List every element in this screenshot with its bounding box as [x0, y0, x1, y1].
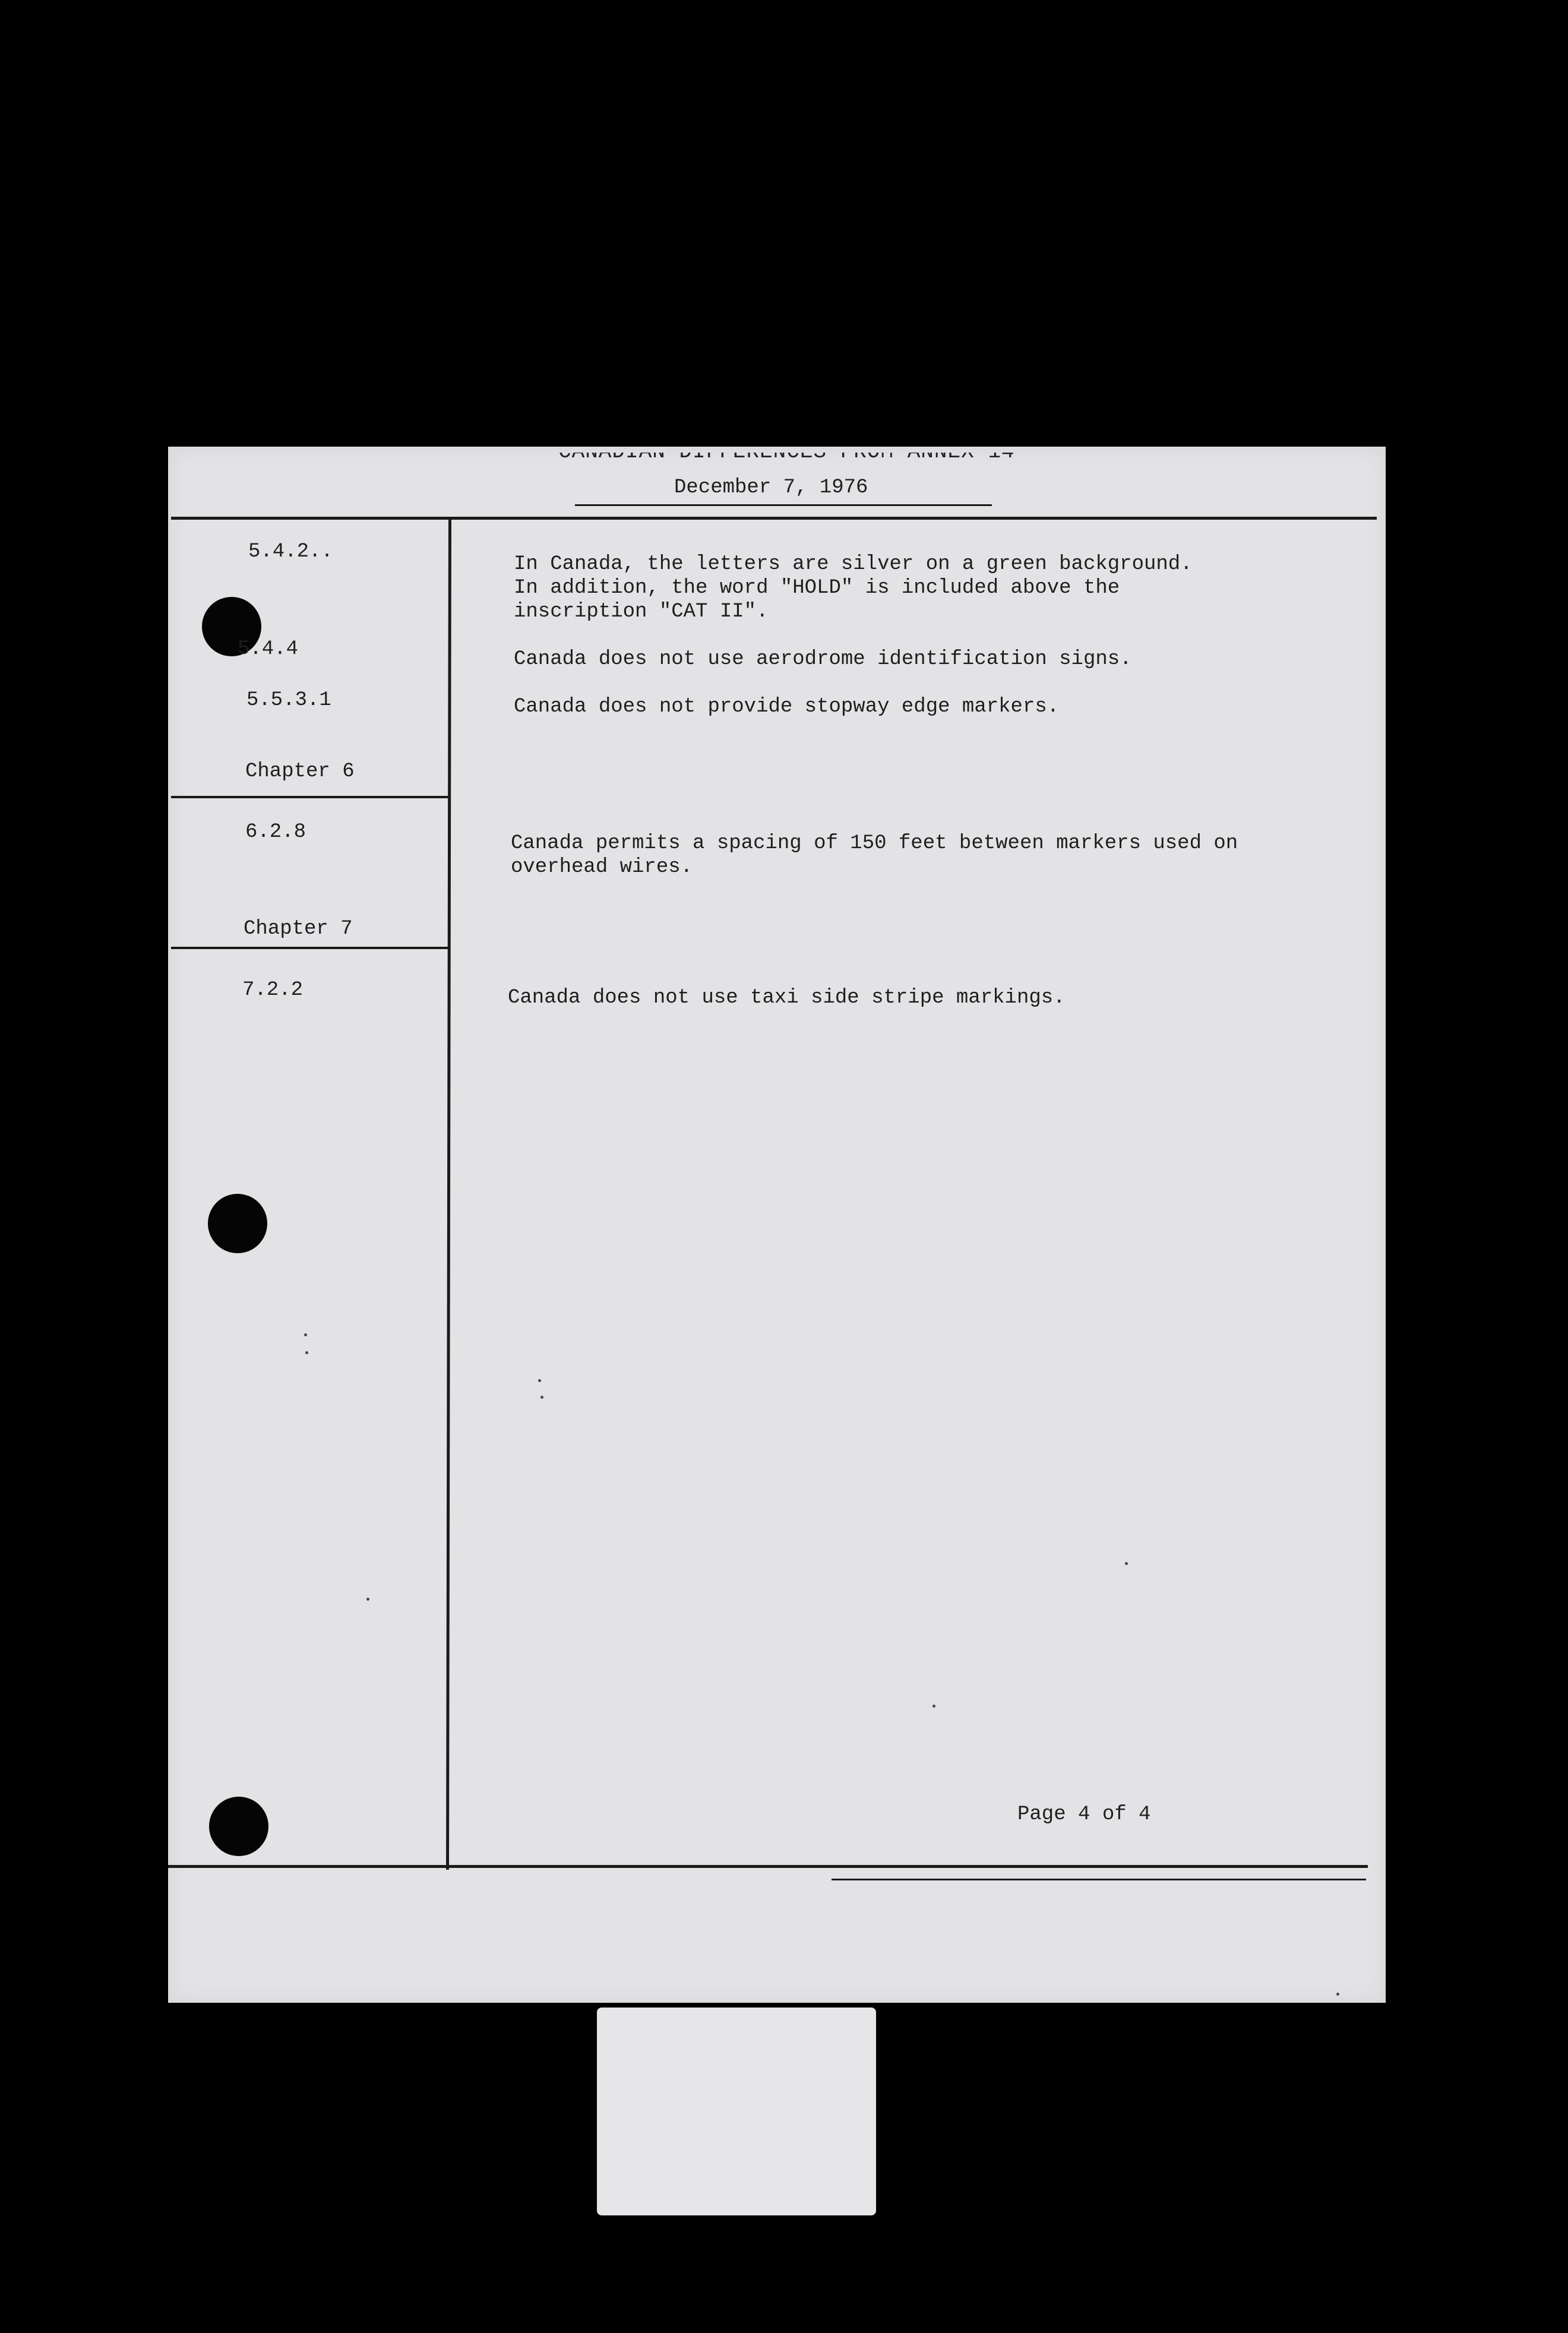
- section-5-5-3-1: 5.5.3.1: [246, 689, 331, 712]
- speck: [1125, 1562, 1128, 1565]
- row-text-5-4-4: Canada does not use aerodrome identification signs.: [514, 648, 1132, 671]
- paper-tab: [597, 2008, 876, 2215]
- speck: [1336, 1993, 1339, 1996]
- chapter-7-rule: [171, 947, 450, 949]
- speck: [932, 1705, 935, 1708]
- section-5-4-2: 5.4.2..: [248, 540, 333, 563]
- chapter-7-heading: Chapter 7: [244, 918, 353, 940]
- speck: [540, 1396, 543, 1399]
- row-text-7-2-2: Canada does not use taxi side stripe markings.: [508, 987, 1066, 1009]
- top-rule: [171, 517, 1377, 520]
- punch-hole-bottom: [209, 1797, 268, 1856]
- section-5-4-4: 5.4.4: [238, 638, 299, 660]
- row-text-6-2-8: Canada permits a spacing of 150 feet between markers used on overhead wires.: [511, 832, 1238, 878]
- bottom-rule-tail: [832, 1879, 1366, 1880]
- speck: [538, 1379, 541, 1382]
- speck: [304, 1333, 307, 1336]
- page-number: Page 4 of 4: [1017, 1803, 1151, 1826]
- chapter-6-rule: [171, 796, 450, 798]
- document-date: December 7, 1976: [674, 476, 868, 499]
- document-sheet: [168, 447, 1386, 2003]
- speck: [305, 1351, 308, 1354]
- punch-hole-middle: [208, 1194, 267, 1253]
- section-7-2-2: 7.2.2: [242, 979, 304, 1001]
- chapter-6-heading: Chapter 6: [245, 760, 355, 783]
- speck: [366, 1598, 369, 1601]
- date-underline: [575, 504, 992, 506]
- row-text-5-4-2: In Canada, the letters are silver on a green background. In addition, the word "HOLD" is included above the inscription "CAT II".: [514, 553, 1193, 623]
- bottom-rule: [168, 1865, 1368, 1868]
- section-6-2-8: 6.2.8: [245, 821, 306, 843]
- row-text-5-5-3-1: Canada does not provide stopway edge markers.: [514, 696, 1060, 718]
